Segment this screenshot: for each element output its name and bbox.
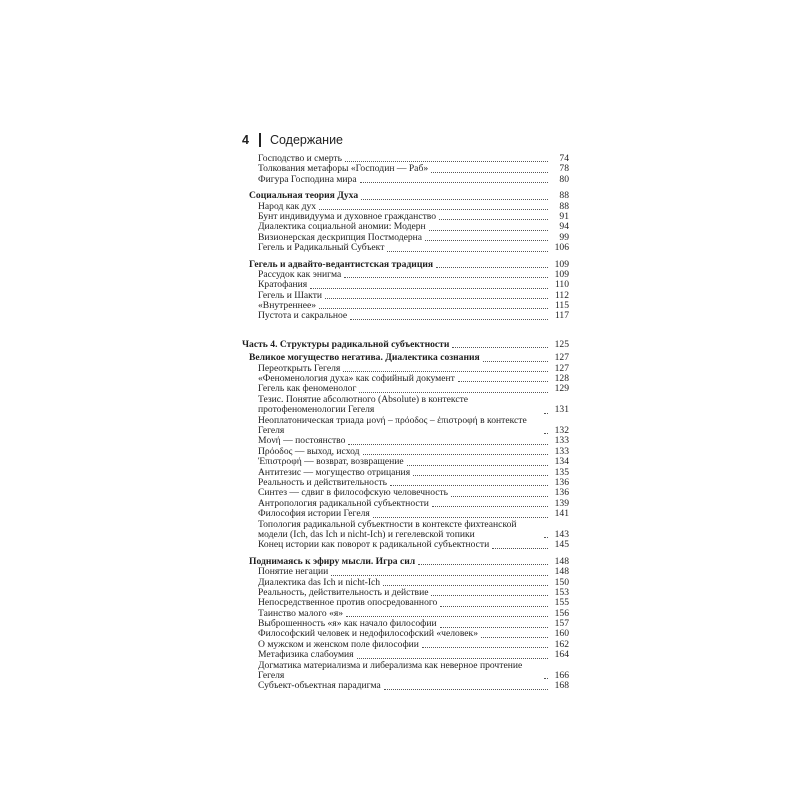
dot-leader <box>492 547 548 549</box>
dot-leader <box>359 391 548 393</box>
toc-entry-title: Гегель и адвайто-ведантистская традиция <box>249 258 434 270</box>
dot-leader <box>544 677 548 679</box>
toc-entry-title: Ἐπιστροφή — возврат, возвращение <box>258 456 404 468</box>
toc-entry-title: Народ как дух <box>258 200 317 212</box>
toc-section-entry <box>242 395 569 416</box>
dot-leader <box>344 276 548 278</box>
dot-leader <box>418 563 548 565</box>
toc-entry-title: «Внутреннее» <box>258 300 317 312</box>
toc-entry-page: 78 <box>559 163 569 175</box>
toc-entry-title: Гегель как феноменолог <box>258 383 357 395</box>
page-title: Содержание <box>269 133 344 147</box>
dot-leader <box>407 464 548 466</box>
toc-entry-title: Философский человек и недофилософский «человек» <box>258 628 479 640</box>
toc-entry-page: 157 <box>554 618 569 630</box>
toc-entry-page: 112 <box>554 289 569 301</box>
dot-leader <box>544 432 548 434</box>
toc-entry-page: 115 <box>554 300 569 312</box>
dot-leader <box>451 495 548 497</box>
toc-entry-title: Социальная теория Духа <box>249 190 359 202</box>
toc-entry-page: 88 <box>559 190 569 202</box>
toc-entry-page: 117 <box>554 310 569 322</box>
toc-section-entry <box>242 540 569 550</box>
toc-entry-title: Догматика материализма и либерализма как неверное прочтение Гегеля <box>258 659 523 682</box>
toc-entry-page: 155 <box>554 597 569 609</box>
dot-leader <box>343 370 548 372</box>
toc-entry-page: 139 <box>554 497 569 509</box>
toc-entry-title: Реальность и действительность <box>258 476 388 488</box>
toc-entry-page: 143 <box>554 528 569 540</box>
toc-section-entry <box>242 681 569 691</box>
dot-leader <box>348 443 548 445</box>
dot-leader <box>373 516 548 518</box>
toc-entry-title: Переоткрыть Гегеля <box>258 362 341 374</box>
dot-leader <box>439 218 548 220</box>
toc-entry-title: Кратофания <box>258 279 308 291</box>
dot-leader <box>363 453 548 455</box>
toc-part-entry <box>242 340 569 350</box>
toc-entry-title: Конец истории как поворот к радикальной субъектности <box>258 539 490 551</box>
toc-entry-page: 127 <box>554 352 569 364</box>
toc-entry-title: Часть 4. Структуры радикальной субъектности <box>242 338 450 350</box>
dot-leader <box>387 250 548 252</box>
toc-entry-title: Великое могущество негатива. Диалектика сознания <box>249 352 480 364</box>
toc-entry-page: 156 <box>554 607 569 619</box>
toc-entry-page: 125 <box>554 338 569 350</box>
toc-entry-title: Гегель и Шакти <box>258 289 323 301</box>
toc-entry-page: 153 <box>554 586 569 598</box>
toc-section-entry <box>242 661 569 682</box>
dot-leader <box>390 484 548 486</box>
toc-entry-page: 128 <box>554 373 569 385</box>
toc-entry-page: 164 <box>554 649 569 661</box>
toc-entry-title: Тезис. Понятие абсолютного (Absolute) в контексте протофеноменологии Гегеля <box>258 393 469 416</box>
toc-entry-title: Толкования метафоры «Господин — Раб» <box>258 163 429 175</box>
dot-leader <box>331 574 548 576</box>
dot-leader <box>360 181 548 183</box>
toc-entry-title: Субъект-объектная парадигма <box>258 680 381 692</box>
toc-entry-page: 80 <box>559 173 569 185</box>
toc-entry-page: 129 <box>554 383 569 395</box>
toc-entry-title: Диалектика das Ich и nicht-Ich <box>258 576 381 588</box>
dot-leader <box>481 636 548 638</box>
toc-entry-title: Поднимаясь к эфиру мысли. Игра сил <box>249 555 416 567</box>
toc-section-entry <box>242 509 569 519</box>
toc-entry-title: «Феноменология духа» как софийный документ <box>258 373 455 385</box>
toc-entry-title: Выброшенность «я» как начало философии <box>258 618 437 630</box>
toc-entry-page: 166 <box>554 670 569 682</box>
toc-entry-title: Синтез — сдвиг в философскую человечность <box>258 487 449 499</box>
toc-section-entry <box>242 416 569 437</box>
toc-entry-title: О мужском и женском поле философии <box>258 638 419 650</box>
toc-entry-page: 162 <box>554 638 569 650</box>
dot-leader <box>440 626 548 628</box>
dot-leader <box>357 657 548 659</box>
toc-section-entry <box>242 175 569 185</box>
toc-entry-page: 74 <box>559 152 569 164</box>
toc-entry-page: 91 <box>559 210 569 222</box>
toc-entry-page: 109 <box>554 268 569 280</box>
toc-entry-title: Понятие негации <box>258 566 329 578</box>
header-divider <box>259 133 261 147</box>
toc-section-entry <box>242 243 569 253</box>
toc-entry-title: Диалектика социальной аномии: Модерн <box>258 221 426 233</box>
toc-entry-page: 148 <box>554 566 569 578</box>
table-of-contents <box>242 154 569 692</box>
toc-entry-title: Бунт индивидуума и духовное гражданство <box>258 210 437 222</box>
dot-leader <box>432 505 548 507</box>
dot-leader <box>452 346 548 348</box>
toc-entry-page: 99 <box>559 231 569 243</box>
dot-leader <box>361 198 548 200</box>
toc-entry-title: Πρόοδος — выход, исход <box>258 445 360 457</box>
toc-entry-page: 94 <box>559 221 569 233</box>
toc-entry-page: 133 <box>554 445 569 457</box>
dot-leader <box>440 605 548 607</box>
dot-leader <box>436 266 548 268</box>
dot-leader <box>350 318 548 320</box>
toc-entry-page: 136 <box>554 476 569 488</box>
toc-section-entry <box>242 520 569 541</box>
toc-entry-page: 106 <box>554 242 569 254</box>
toc-entry-title: Рассудок как энигма <box>258 268 342 280</box>
toc-entry-page: 134 <box>554 456 569 468</box>
toc-entry-title: Метафизика слабоумия <box>258 649 354 661</box>
toc-entry-title: Антропология радикальной субъектности <box>258 497 429 509</box>
toc-entry-title: Философия истории Гегеля <box>258 508 370 520</box>
dot-leader <box>413 474 548 476</box>
toc-entry-page: 145 <box>554 539 569 551</box>
toc-section-entry <box>242 567 569 577</box>
toc-entry-page: 148 <box>554 555 569 567</box>
toc-entry-title: Пустота и сакральное <box>258 310 348 322</box>
toc-entry-title: Непосредственное против опосредованного <box>258 597 438 609</box>
dot-leader <box>319 208 548 210</box>
toc-entry-page: 132 <box>554 425 569 437</box>
dot-leader <box>310 287 548 289</box>
toc-entry-page: 133 <box>554 435 569 447</box>
toc-entry-page: 127 <box>554 362 569 374</box>
page-number: 4 <box>242 133 249 147</box>
page-header <box>242 133 343 147</box>
dot-leader <box>425 239 548 241</box>
dot-leader <box>431 594 548 596</box>
toc-entry-page: 168 <box>554 680 569 692</box>
dot-leader <box>325 297 548 299</box>
dot-leader <box>319 307 548 309</box>
toc-entry-page: 136 <box>554 487 569 499</box>
toc-entry-page: 109 <box>554 258 569 270</box>
dot-leader <box>544 412 548 414</box>
toc-entry-page: 150 <box>554 576 569 588</box>
toc-section-entry <box>242 311 569 321</box>
toc-entry-page: 160 <box>554 628 569 640</box>
dot-leader <box>345 160 548 162</box>
toc-entry-title: Фигура Господина мира <box>258 173 357 185</box>
dot-leader <box>346 615 548 617</box>
toc-entry-title: Визионерская дескрипция Постмодерна <box>258 231 423 243</box>
toc-entry-title: Неоплатоническая триада μονή – πρόοδος – ἐπιστροφή в контексте Гегеля <box>258 414 527 437</box>
toc-entry-title: Топология радикальной субъектности в контексте фихтеанской модели (Ich, das Ich и nicht-Ich) и гегелевской топики <box>258 518 517 540</box>
toc-chapter-entry <box>242 191 569 201</box>
toc-entry-page: 131 <box>554 404 569 416</box>
dot-leader <box>429 229 548 231</box>
toc-entry-title: Господство и смерть <box>258 152 343 164</box>
toc-entry-title: Гегель и Радикальный Субъект <box>258 242 385 254</box>
toc-entry-page: 141 <box>554 508 569 520</box>
dot-leader <box>544 536 548 538</box>
toc-entry-title: Μονή — постоянство <box>258 435 346 447</box>
dot-leader <box>383 584 548 586</box>
dot-leader <box>458 380 548 382</box>
toc-entry-title: Антитезис — могущество отрицания <box>258 466 411 478</box>
toc-entry-page: 110 <box>554 279 569 291</box>
toc-entry-title: Реальность, действительность и действие <box>258 586 429 598</box>
toc-entry-title: Таинство малого «я» <box>258 607 344 619</box>
dot-leader <box>483 360 548 362</box>
toc-entry-page: 135 <box>554 466 569 478</box>
toc-entry-page: 88 <box>559 200 569 212</box>
dot-leader <box>431 171 548 173</box>
dot-leader <box>384 688 548 690</box>
dot-leader <box>422 646 548 648</box>
